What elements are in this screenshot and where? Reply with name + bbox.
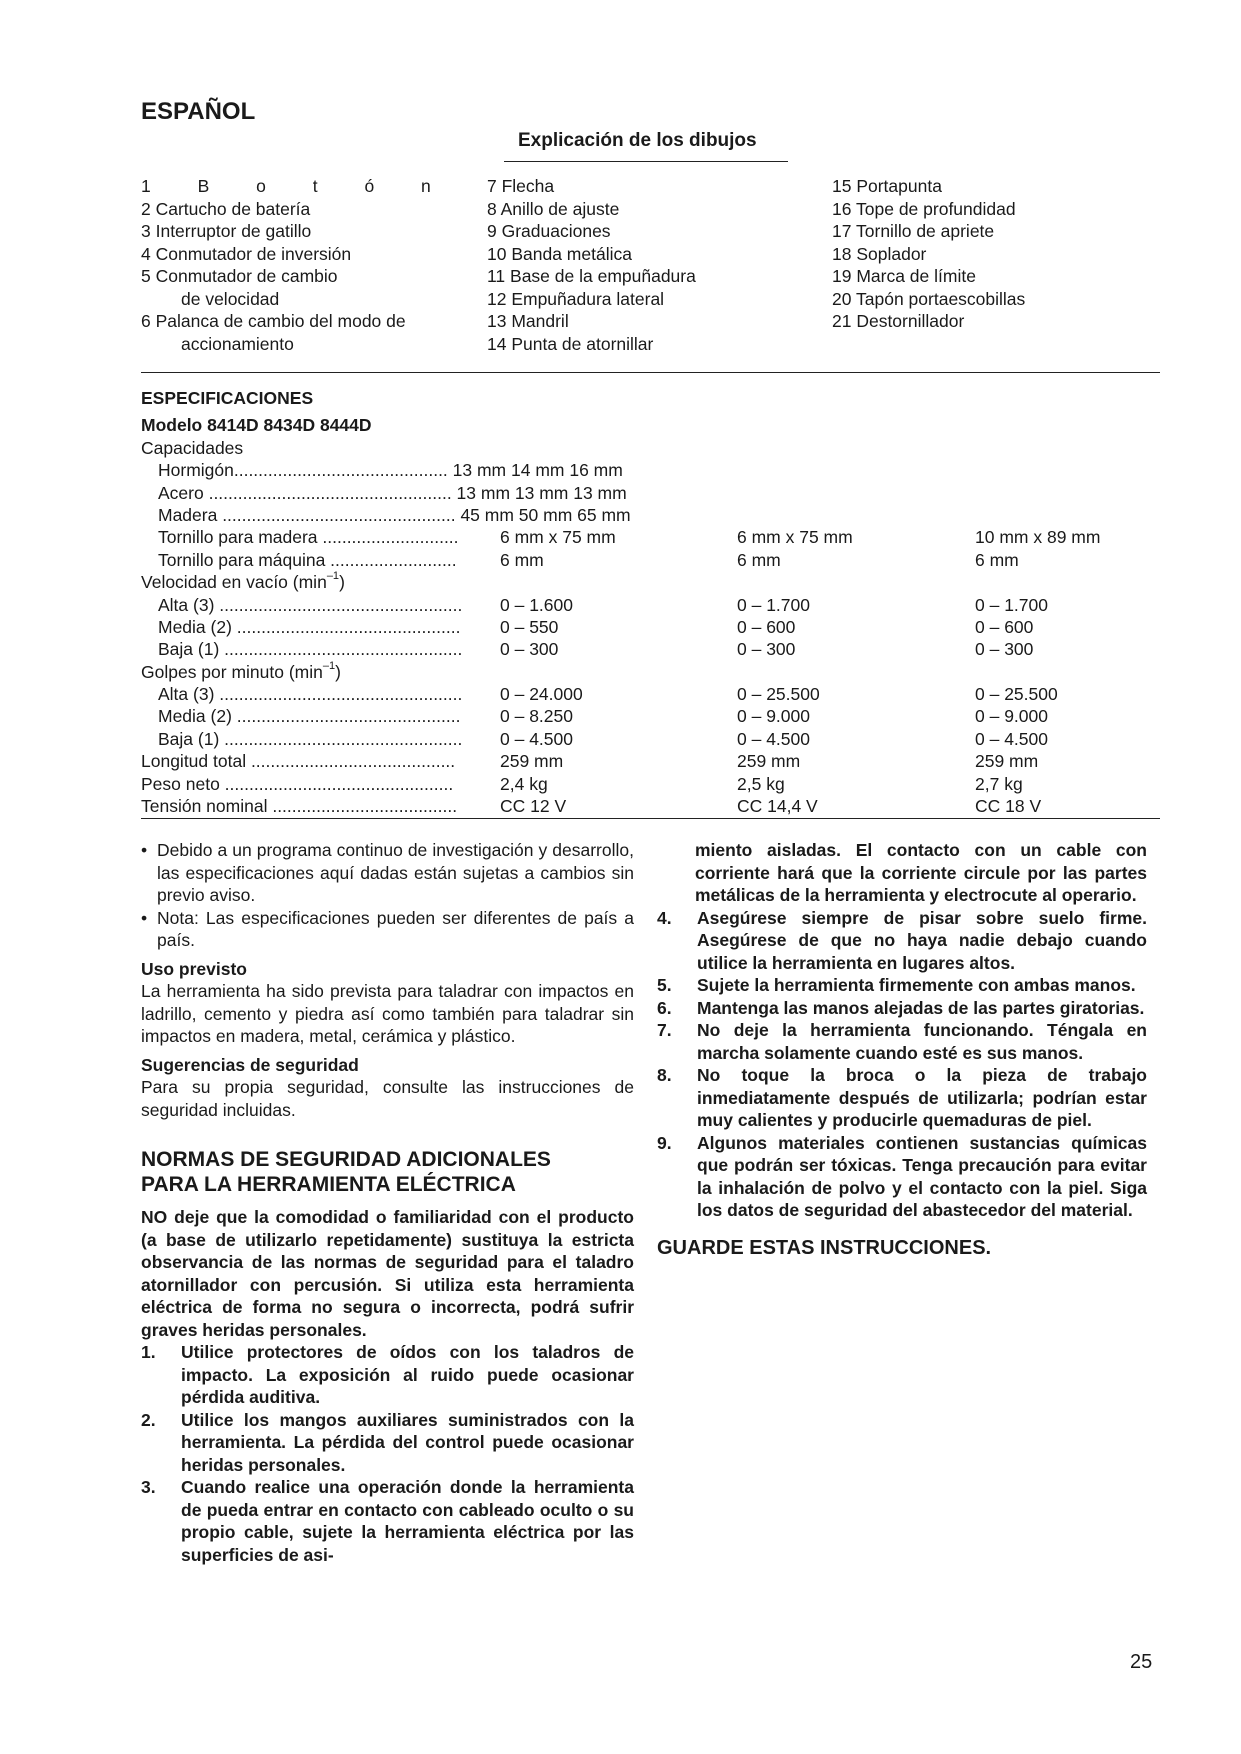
spec-label: Tornillo para máquina .......................... (158, 549, 457, 570)
spec-value-model-1: CC 12 V (500, 796, 567, 817)
legend-column-1 (141, 175, 452, 355)
spec-row (141, 638, 1160, 660)
safety-item: 1. Utilice protectores de oídos con los taladros de impacto. La exposición al ruido puede ocasionar pérdida auditiva. (141, 1342, 634, 1407)
legend-item: 20 Tapón portaescobillas (832, 288, 1026, 309)
spec-value-model-2: 6 mm (737, 549, 781, 570)
spec-value-model-2: 0 – 600 (737, 616, 796, 637)
spec-value-model-3: 2,7 kg (975, 773, 1023, 794)
spec-label: Alta (3) .................................................. (158, 594, 463, 615)
legend-item: 18 Soplador (832, 243, 927, 264)
specs-rows (141, 437, 1160, 818)
page-number: 25 (1130, 1651, 1153, 1673)
left-column (141, 839, 634, 1566)
specs-title: ESPECIFICACIONES (141, 388, 314, 408)
spec-label: Acero .................................................. 13 mm 13 mm 13 mm (158, 482, 627, 503)
spec-value-model-3: 0 – 600 (975, 616, 1034, 637)
spec-value-model-3: CC 18 V (975, 796, 1042, 817)
legend-item: 9 Graduaciones (487, 221, 611, 241)
specs-model-header: Modelo 8414D 8434D 8444D (141, 415, 372, 436)
legend-item: 1 B o t ó n (141, 176, 452, 196)
legend-item: de velocidad (181, 288, 280, 309)
uso-title: Uso previsto (141, 958, 247, 979)
spec-row (141, 504, 1160, 526)
sugerencias-title: Sugerencias de seguridad (141, 1054, 359, 1075)
spec-value-model-2: 6 mm x 75 mm (737, 527, 853, 548)
legend-item: 11 Base de la empuñadura (487, 266, 696, 286)
spec-label: Tensión nominal ...................................... (141, 796, 458, 817)
spec-label: Madera ................................................ 45 mm 50 mm 65 mm (158, 504, 631, 525)
spec-label: Media (2) .............................................. (158, 616, 461, 637)
spec-row (141, 437, 1160, 459)
legend-item: accionamiento (181, 333, 294, 354)
spec-row (141, 571, 1160, 593)
language-heading: ESPAÑOL (141, 98, 256, 125)
legend-item: 8 Anillo de ajuste (487, 198, 620, 219)
spec-value-model-3: 0 – 4.500 (975, 728, 1048, 749)
legend-item: 14 Punta de atornillar (487, 333, 654, 354)
spec-value-model-2: 259 mm (737, 751, 801, 772)
spec-value-model-1: 0 – 550 (500, 616, 559, 637)
spec-value-model-2: 0 – 4.500 (737, 728, 810, 749)
spec-value-model-2: 0 – 9.000 (737, 706, 810, 727)
spec-value-model-1: 6 mm (500, 549, 544, 570)
safety-item: 5. Sujete la herramienta firmemente con ambas manos. (657, 975, 1136, 995)
spec-label: Hormigón............................................ 13 mm 14 mm 16 mm (158, 460, 623, 481)
spec-row (141, 459, 1160, 481)
spec-value-model-3: 0 – 25.500 (975, 684, 1058, 705)
spec-label: Tornillo para madera ............................ (158, 527, 459, 548)
guarde-instrucciones: GUARDE ESTAS INSTRUCCIONES. (657, 1236, 992, 1259)
spec-value-model-3: 10 mm x 89 mm (975, 527, 1101, 548)
spec-row (141, 728, 1160, 750)
spec-row (141, 549, 1160, 571)
spec-value-model-2: 2,5 kg (737, 773, 785, 794)
spec-row (141, 683, 1160, 705)
spec-value-model-2: CC 14,4 V (737, 796, 818, 817)
spec-value-model-1: 259 mm (500, 751, 564, 772)
legend-item: 5 Conmutador de cambio (141, 266, 338, 286)
safety-item: 3. Cuando realice una operación donde la herramienta de pueda entrar en contacto con cableado oculto o su propio cable, sujete la herramienta eléctrica por las superficies de asi- (141, 1477, 634, 1565)
spec-label: Baja (1) ................................................. (158, 639, 463, 660)
normas-title-line-2: PARA LA HERRAMIENTA ELÉCTRICA (141, 1173, 516, 1196)
legend-item: 2 Cartucho de batería (141, 198, 311, 219)
bullet-item: • Debido a un programa continuo de investigación y desarrollo, las especificaciones aquí dadas están sujetas a cambios sin previo aviso. (141, 840, 634, 905)
legend-item: 3 Interruptor de gatillo (141, 221, 312, 241)
spec-row (141, 594, 1160, 616)
legend-item: 10 Banda metálica (487, 243, 632, 264)
safety-item: 7. No deje la herramienta funcionando. Téngala en marcha solamente cuando esté es sus manos. (657, 1020, 1147, 1063)
spec-label: Baja (1) ................................................. (158, 728, 463, 749)
spec-value-model-1: 0 – 1.600 (500, 594, 573, 615)
spec-value-model-3: 259 mm (975, 751, 1039, 772)
legend-item: 15 Portapunta (832, 176, 942, 196)
normas-intro: NO deje que la comodidad o familiaridad con el producto (a base de utilizarlo repetidamente) sustituya la estricta observancia de las normas de seguridad para el taladro atornillador con percusión. Si utiliza esta herramienta eléctrica de forma no segura o incorrecta, podrá sufrir graves heridas personales. (141, 1207, 634, 1340)
spec-value-model-3: 0 – 9.000 (975, 706, 1048, 727)
right-column (657, 839, 1147, 1261)
normas-title-line-1: NORMAS DE SEGURIDAD ADICIONALES (141, 1148, 551, 1171)
spec-label: Alta (3) .................................................. (158, 684, 463, 705)
spec-value-model-2: 0 – 25.500 (737, 684, 820, 705)
safety-item: 4. Asegúrese siempre de pisar sobre suelo firme. Asegúrese de que no haya nadie debajo cuando utilice la herramienta en lugares altos. (657, 907, 1147, 973)
legend-item: 21 Destornillador (832, 311, 965, 331)
sugerencias-text: Para su propia seguridad, consulte las instrucciones de seguridad incluidas. (141, 1077, 634, 1120)
spec-value-model-1: 0 – 300 (500, 639, 559, 660)
drawings-title: Explicación de los dibujos (518, 130, 757, 151)
spec-row (141, 773, 1160, 795)
spec-row (141, 482, 1160, 504)
legend-column-2 (487, 175, 696, 355)
legend-item: 19 Marca de límite (832, 266, 976, 286)
spec-value-model-3: 6 mm (975, 549, 1019, 570)
legend-item: 4 Conmutador de inversión (141, 243, 352, 264)
spec-label: Peso neto ............................................... (141, 773, 454, 794)
spec-label: Golpes por minuto $(\min^{-1})$ (141, 659, 341, 682)
spec-value-model-2: 0 – 300 (737, 639, 796, 660)
legend-item: 16 Tope de profundidad (832, 198, 1016, 219)
spec-row (141, 526, 1160, 548)
spec-row (141, 661, 1160, 683)
safety-item: 6. Mantenga las manos alejadas de las partes giratorias. (657, 997, 1145, 1018)
bullet-item: • Nota: Las especificaciones pueden ser diferentes de país a país. (141, 907, 634, 950)
spec-label: Longitud total .......................................... (141, 751, 456, 772)
spec-row (141, 616, 1160, 638)
legend-item: 17 Tornillo de apriete (832, 221, 995, 241)
legend-item: 7 Flecha (487, 176, 555, 196)
safety-item: 2. Utilice los mangos auxiliares suministrados con la herramienta. La pérdida del control puede ocasionar heridas personales. (141, 1409, 634, 1475)
safety-item: 9. Algunos materiales contienen sustancias químicas que podrán ser tóxicas. Tenga precaución para evitar la inhalación de polvo y el contacto con la piel. Siga los datos de seguridad del abastecedor del material. (657, 1132, 1147, 1220)
section-divider (141, 818, 1160, 819)
spec-row (141, 795, 1160, 817)
spec-value-model-2: 0 – 1.700 (737, 594, 810, 615)
spec-label: Media (2) .............................................. (158, 706, 461, 727)
spec-label: Velocidad en vacío $(\min^{-1})$ (141, 570, 345, 593)
legend-item: 12 Empuñadura lateral (487, 288, 665, 309)
uso-text: La herramienta ha sido prevista para taladrar con impactos en ladrillo, cemento y piedra así como también para taladrar sin impactos en madera, metal, cerámica y plástico. (141, 981, 634, 1046)
spec-label: Capacidades (141, 437, 244, 458)
spec-value-model-1: 0 – 4.500 (500, 728, 573, 749)
spec-row (141, 750, 1160, 772)
safety-item: 8. No toque la broca o la pieza de trabajo inmediatamente después de utilizarla; podrían estar muy calientes y producirle quemaduras de piel. (657, 1065, 1147, 1130)
drawings-title-rule (504, 161, 788, 162)
safety-item-continuation: miento aisladas. El contacto con un cable con corriente hará que la corriente circule por las partes metálicas de la herramienta y electrocute al operario. (695, 840, 1147, 905)
spec-value-model-1: 2,4 kg (500, 773, 548, 794)
spec-value-model-3: 0 – 300 (975, 639, 1034, 660)
legend-column-3 (832, 175, 1025, 333)
specifications-table (141, 387, 1160, 817)
spec-value-model-1: 6 mm x 75 mm (500, 527, 616, 548)
spec-value-model-3: 0 – 1.700 (975, 594, 1048, 615)
spec-value-model-1: 0 – 24.000 (500, 684, 583, 705)
legend-item: 6 Palanca de cambio del modo de (141, 311, 406, 331)
legend-item: 13 Mandril (487, 311, 569, 331)
section-divider (141, 372, 1160, 373)
spec-value-model-1: 0 – 8.250 (500, 706, 573, 727)
spec-row (141, 705, 1160, 727)
